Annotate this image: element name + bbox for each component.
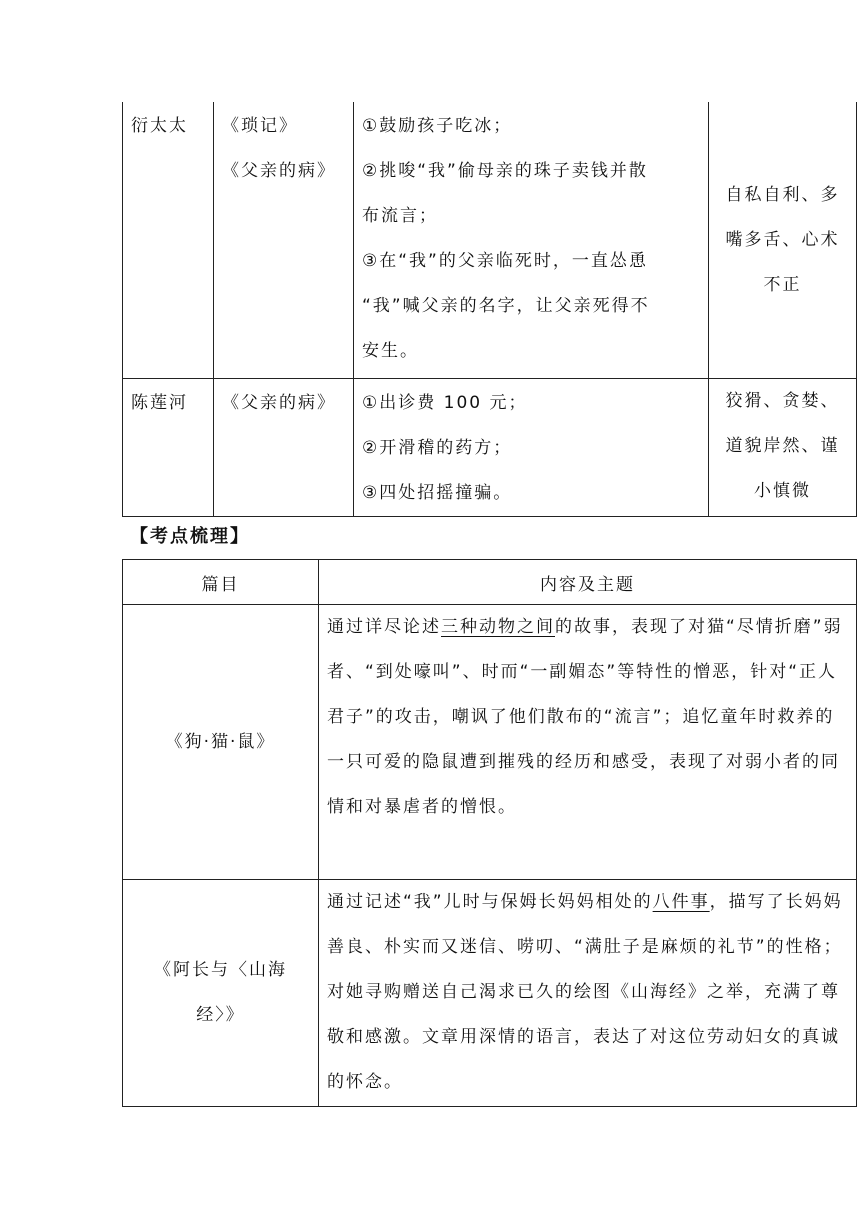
column-header-title: 篇目 (123, 560, 319, 605)
character-name: 陈莲河 (123, 379, 214, 517)
deed-line: ②开滑稽的药方； (362, 438, 513, 458)
underlined-keyword: 三种动物之间 (441, 617, 555, 637)
character-deeds (354, 102, 709, 379)
table-row (123, 379, 857, 517)
header-row (123, 560, 857, 605)
column-header-content: 内容及主题 (319, 560, 857, 605)
article-title: 《阿长与〈山海经〉》 (123, 880, 319, 1107)
article-title: 《狗·猫·鼠》 (123, 605, 319, 880)
deed-line: ③四处招摇撞骗。 (362, 483, 513, 503)
section-heading: 【考点梳理】 (130, 526, 250, 547)
deed-line: ②挑唆“我”偷母亲的珠子卖钱并散 (362, 161, 648, 181)
content-text: ，描写了长妈妈善良、朴实而又迷信、唠叨、“满肚子是麻烦的礼节”的性格；对她寻购赠送自己渴求已久的绘图《山海经》之举，充满了尊敬和感激。文章用深情的语言，表达了对这位劳动妇女的真诚的怀念。 (327, 892, 843, 1092)
deed-line: ①鼓励孩子吃冰； (362, 116, 513, 136)
deed-line: “我”喊父亲的名字，让父亲死得不 (362, 296, 650, 316)
deed-line: 布流言； (362, 206, 438, 226)
character-table (122, 102, 857, 517)
character-traits (709, 379, 857, 517)
work-title: 《父亲的病》 (222, 161, 336, 181)
content-text: 的故事，表现了对猫“尽情折磨”弱者、“到处嚎叫”、时而“一副媚态”等特性的憎恶，针对“正人君子”的攻击，嘲讽了他们散布的“流言”；追忆童年时救养的一只可爱的隐鼠遭到摧残的经历和感受，表现了对弱小者的同情和对暴虐者的憎恨。 (327, 617, 843, 817)
character-traits (709, 102, 857, 379)
work-titles (214, 102, 354, 379)
content-text: 通过详尽论述 (327, 617, 441, 637)
character-deeds (354, 379, 709, 517)
trait-line: 不正 (763, 274, 802, 295)
work-title: 《父亲的病》 (222, 393, 336, 413)
trait-line: 狡猾、贪婪、 (725, 391, 840, 411)
table-row (123, 102, 857, 379)
table-row (123, 880, 857, 1107)
trait-line: 自私自利、多 (725, 184, 840, 205)
article-content (319, 880, 857, 1107)
character-name: 衍太太 (123, 102, 214, 379)
deed-line: 安生。 (362, 341, 419, 361)
work-title: 《琐记》 (222, 116, 298, 136)
underlined-keyword: 八件事 (652, 892, 710, 912)
deed-line: ①出诊费 100 元； (362, 393, 528, 413)
table-row (123, 605, 857, 880)
work-titles (214, 379, 354, 517)
trait-line: 嘴多舌、心术 (725, 229, 840, 250)
key-points-table (122, 559, 857, 1107)
trait-line: 道貌岸然、谨 (725, 436, 840, 456)
trait-line: 小慎微 (754, 481, 811, 501)
content-text: 通过记述“我”儿时与保姆长妈妈相处的 (327, 892, 653, 912)
deed-line: ③在“我”的父亲临死时，一直怂恿 (362, 251, 648, 271)
article-content (319, 605, 857, 880)
